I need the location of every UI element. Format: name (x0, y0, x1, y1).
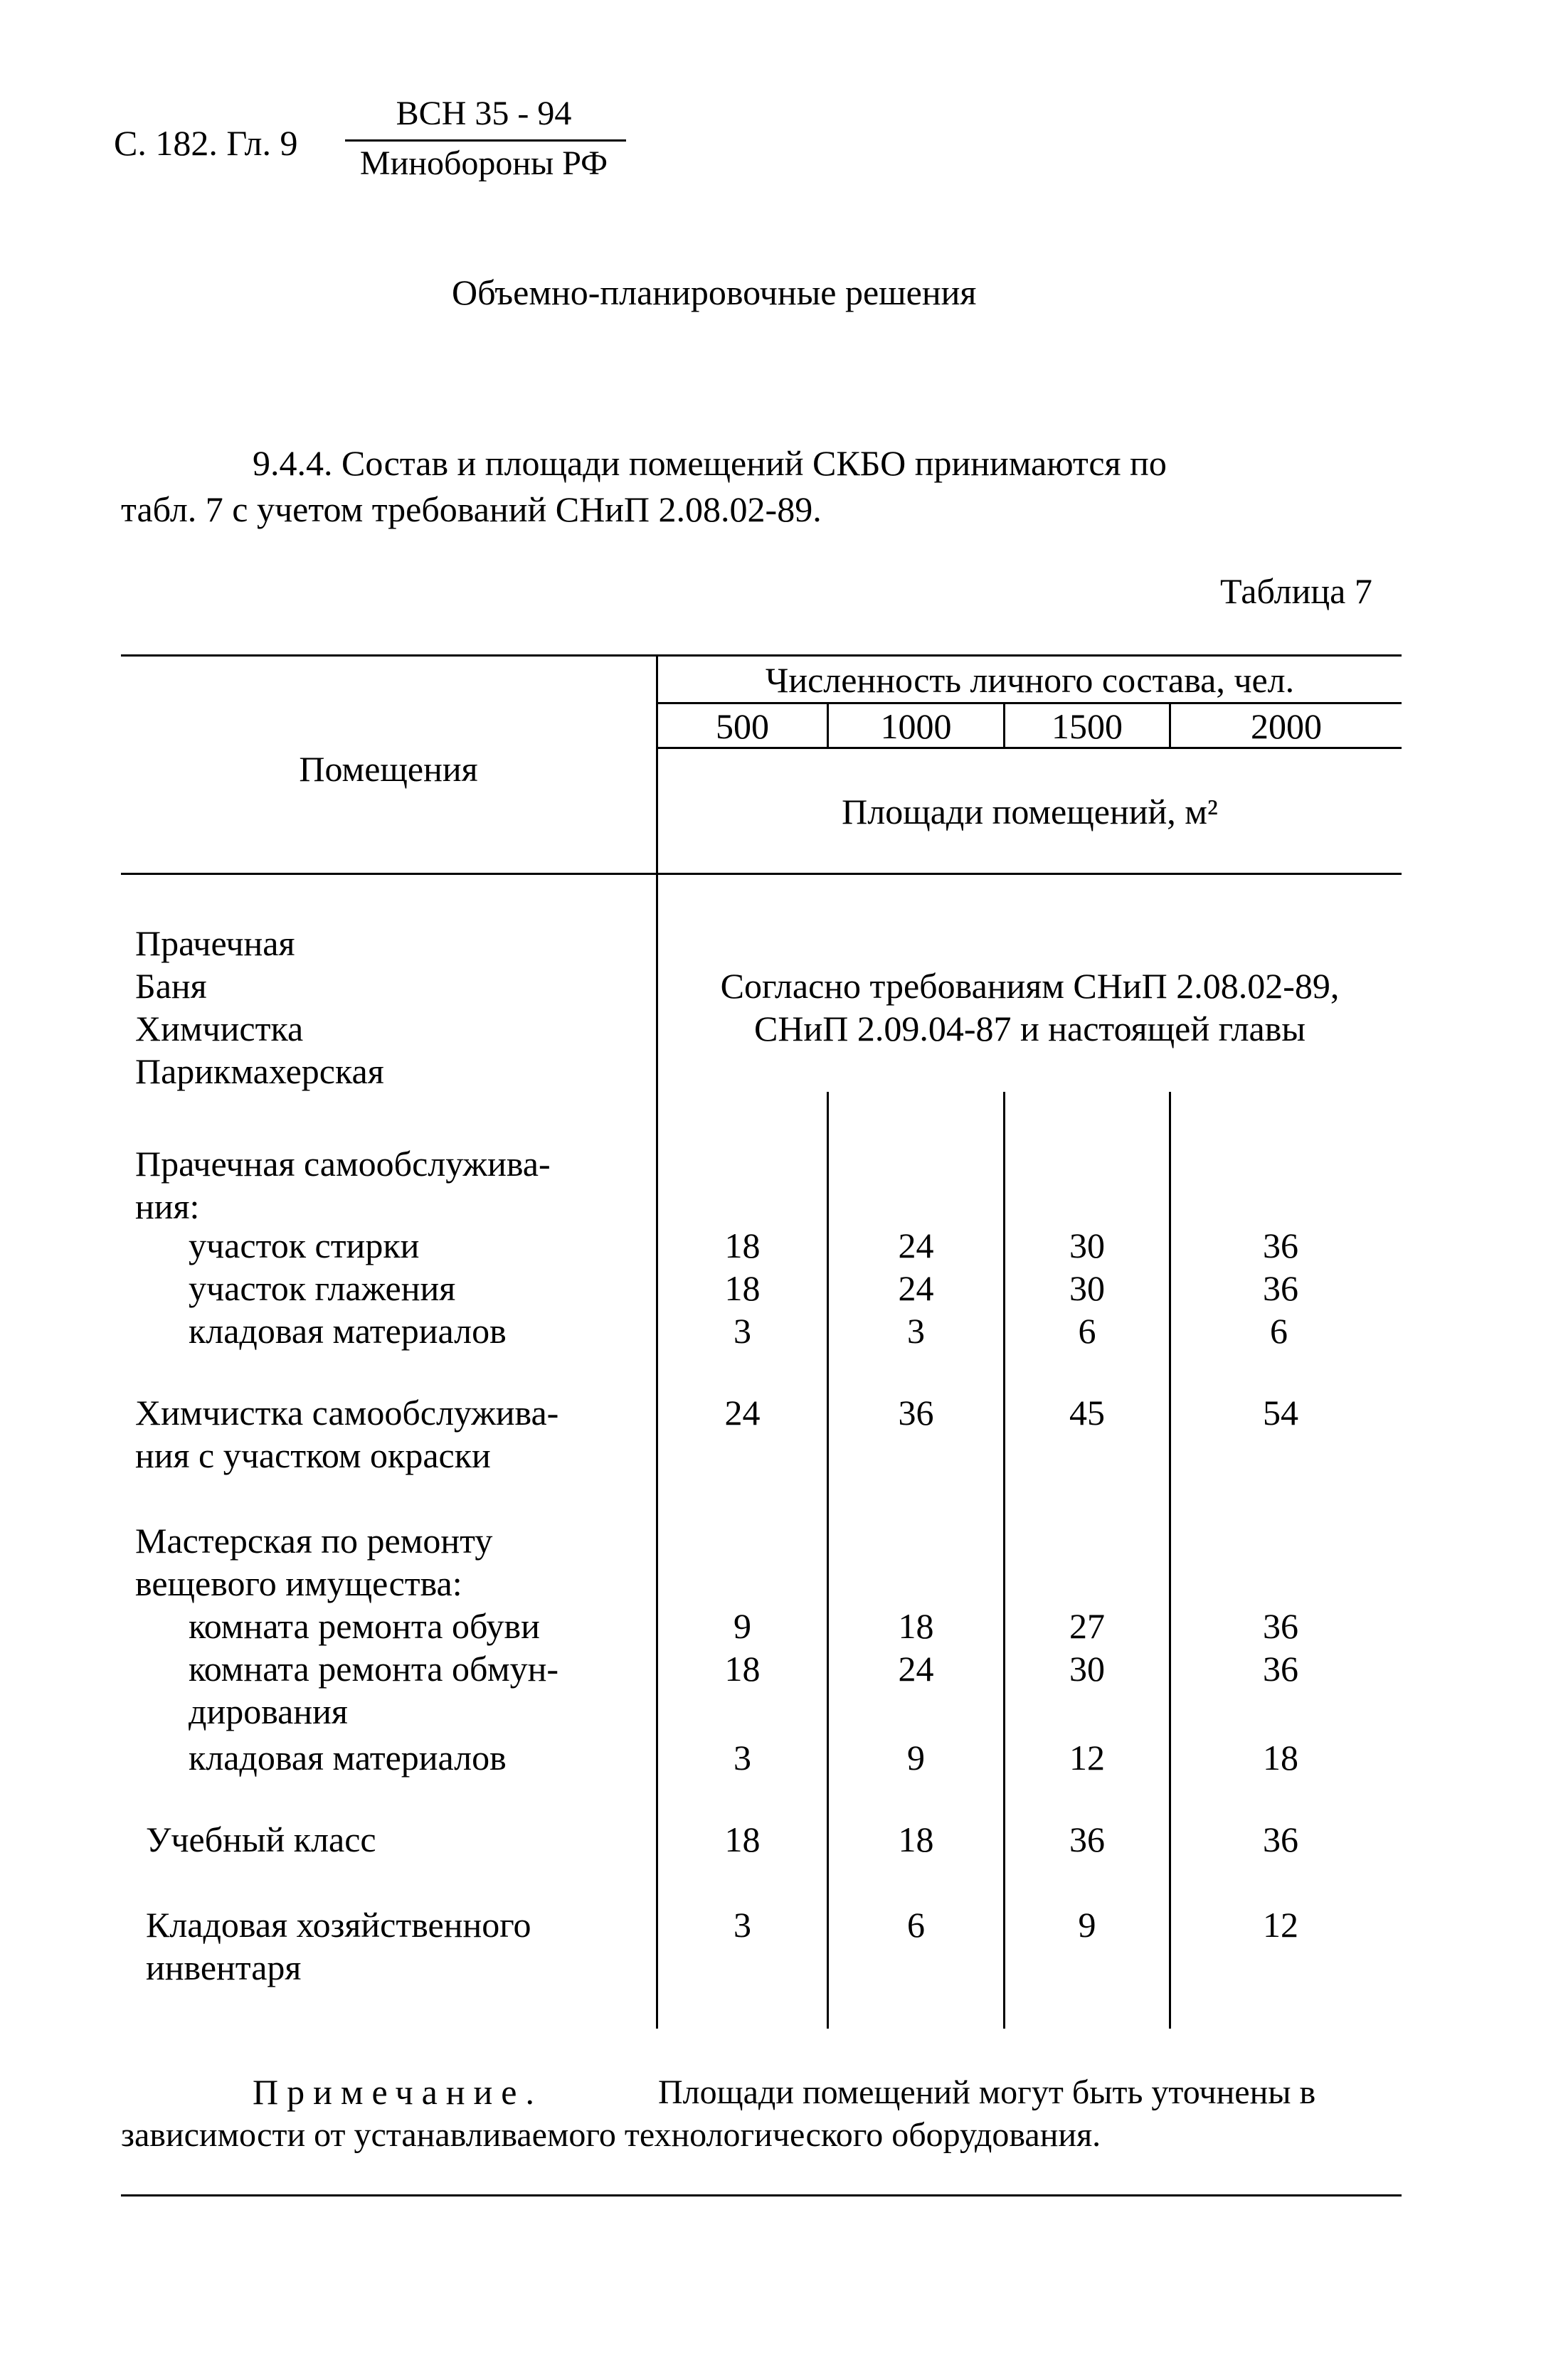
room-barbershop: Парикмахерская (135, 1051, 384, 1091)
note-label: Примечание. (253, 2072, 544, 2112)
value-cell: 6 (1270, 1311, 1288, 1351)
section-title: Объемно-планировочные решения (452, 272, 977, 312)
value-cell: 12 (1069, 1738, 1105, 1778)
value-cell: 36 (1263, 1268, 1298, 1308)
requirement-line-2: СНиП 2.09.04-87 и настоящей главы (754, 1009, 1306, 1048)
area-header: Площади помещений, м² (842, 792, 1218, 832)
capacity-1500: 1500 (1052, 706, 1123, 746)
row-name: участок глажения (189, 1268, 456, 1308)
paragraph-line-2: табл. 7 с учетом требований СНиП 2.08.02-89. (121, 489, 822, 529)
workshop-title-2: вещевого имущества: (135, 1563, 462, 1603)
value-cell: 18 (724, 1268, 761, 1308)
value-cell: 45 (1069, 1393, 1105, 1433)
value-cell: 3 (734, 1738, 751, 1778)
personnel-count-header: Численность личного состава, чел. (765, 660, 1295, 700)
row-name: кладовая материалов (189, 1738, 507, 1778)
storage-line-2: инвентаря (146, 1948, 302, 1987)
rooms-column-header: Помещения (299, 749, 478, 789)
header-fraction-line (345, 139, 626, 142)
value-cell: 24 (898, 1649, 934, 1689)
note-line-2: зависимости от устанавливаемого технологического оборудования. (121, 2116, 1101, 2154)
capacity-2000: 2000 (1251, 706, 1322, 746)
value-cell: 18 (724, 1226, 761, 1265)
self-laundry-title-1: Прачечная самообслужива- (135, 1144, 551, 1184)
row-name: комната ремонта обуви (189, 1606, 540, 1646)
dry-cleaning-line-1: Химчистка самообслужива- (135, 1393, 559, 1433)
value-cell: 36 (1069, 1819, 1105, 1859)
storage-line-1: Кладовая хозяйственного (146, 1905, 531, 1945)
capacity-1000: 1000 (880, 706, 952, 746)
value-cell: 6 (1078, 1311, 1096, 1351)
value-cell: 36 (898, 1393, 934, 1433)
row-name: кладовая материалов (189, 1311, 507, 1351)
value-cell: 18 (724, 1649, 761, 1689)
ministry-name: Минобороны РФ (359, 144, 608, 182)
bottom-rule (121, 2194, 1402, 2196)
capacity-500: 500 (716, 706, 769, 746)
row-name: Учебный класс (146, 1819, 376, 1859)
value-cell: 36 (1263, 1226, 1298, 1265)
value-cell: 36 (1263, 1819, 1298, 1859)
value-cell: 27 (1069, 1606, 1105, 1646)
requirement-line-1: Согласно требованиям СНиП 2.08.02-89, (720, 966, 1340, 1006)
value-cell: 12 (1263, 1905, 1298, 1945)
value-cell: 9 (907, 1738, 925, 1778)
table-caption: Таблица 7 (1220, 571, 1372, 611)
value-cell: 30 (1069, 1268, 1105, 1308)
value-cell: 3 (907, 1311, 925, 1351)
value-cell: 36 (1263, 1606, 1298, 1646)
value-column-divider-3 (1169, 1092, 1171, 2029)
value-cell: 36 (1263, 1649, 1298, 1689)
dry-cleaning-line-2: ния с участком окраски (135, 1435, 491, 1475)
value-cell: 54 (1263, 1393, 1298, 1433)
row-name-continuation: дирования (189, 1691, 348, 1731)
self-laundry-title-2: ния: (135, 1186, 200, 1226)
row-name: участок стирки (189, 1226, 420, 1265)
value-cell: 24 (898, 1226, 934, 1265)
value-cell: 30 (1069, 1226, 1105, 1265)
value-cell: 24 (724, 1393, 761, 1433)
value-cell: 24 (898, 1268, 934, 1308)
document-code: ВСН 35 - 94 (396, 95, 572, 132)
value-cell: 18 (898, 1606, 934, 1646)
room-bathhouse: Баня (135, 966, 207, 1006)
table-header-bottom-rule (121, 873, 1402, 875)
row-name: комната ремонта обмун- (189, 1649, 558, 1689)
workshop-title-1: Мастерская по ремонту (135, 1521, 493, 1561)
value-cell: 9 (734, 1606, 751, 1646)
page-reference: С. 182. Гл. 9 (114, 123, 298, 163)
value-cell: 18 (724, 1819, 761, 1859)
value-cell: 3 (734, 1311, 751, 1351)
value-cell: 18 (898, 1819, 934, 1859)
value-cell: 6 (907, 1905, 925, 1945)
room-laundry: Прачечная (135, 923, 295, 963)
table-top-rule (121, 654, 1402, 657)
room-dry-cleaning: Химчистка (135, 1009, 304, 1048)
paragraph-line-1: 9.4.4. Состав и площади помещений СКБО принимаются по (253, 443, 1167, 483)
value-cell: 9 (1078, 1905, 1096, 1945)
value-cell: 30 (1069, 1649, 1105, 1689)
note-line-1: Площади помещений могут быть уточнены в (658, 2073, 1316, 2111)
value-cell: 3 (734, 1905, 751, 1945)
value-cell: 18 (1263, 1738, 1298, 1778)
